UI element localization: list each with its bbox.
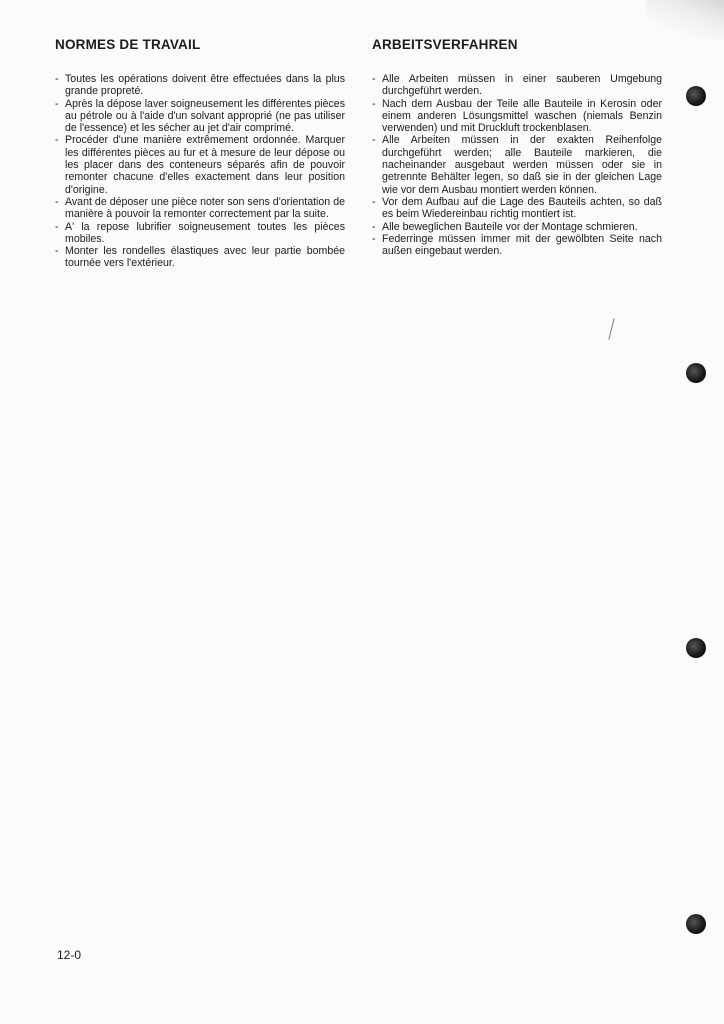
- pencil-mark: [608, 318, 614, 340]
- bullet-dash: -: [372, 195, 376, 208]
- german-section-title: ARBEITSVERFAHREN: [372, 37, 518, 52]
- german-item-6: [372, 233, 662, 258]
- french-item-text: Procéder d'une manière extrêmement ordonnée. Marquer les différentes pièces au fur et à mesure de leur dépose ou les placer dans des conteneurs séparés afin de pouvoir remonter chacune d'elles exactement dans leur position d'origine.: [65, 134, 345, 196]
- bullet-dash: -: [372, 220, 376, 233]
- french-item-text: A' la repose lubrifier soigneusement toutes les pièces mobiles.: [65, 220, 345, 245]
- french-item-text: Avant de déposer une pièce noter son sens d'orientation de manière à pouvoir la remonter correctement par la suite.: [65, 195, 345, 221]
- bullet-dash: -: [372, 232, 376, 245]
- german-item-2: [372, 98, 662, 135]
- german-bullet-list: [372, 73, 662, 257]
- binder-hole-icon: [686, 86, 706, 106]
- german-item-text: Alle Arbeiten müssen in der exakten Reihenfolge durchgeführt werden; alle Bauteile markieren, die nacheinander ausgebaut werden müssen oder sie in getrennte Behälter legen, so daß sie in der gleichen Lage wie vor dem Ausbau montiert werden können.: [382, 134, 662, 196]
- bullet-dash: -: [55, 73, 59, 85]
- bullet-dash: -: [372, 97, 376, 110]
- french-section-title: NORMES DE TRAVAIL: [55, 37, 201, 52]
- french-item-4: [55, 196, 345, 221]
- french-item-6: [55, 245, 345, 270]
- french-item-text: Toutes les opérations doivent être effectuées dans la plus grande propreté.: [65, 73, 345, 98]
- german-item-text: Vor dem Aufbau auf die Lage des Bauteils achten, so daß es beim Wiedereinbau richtig montiert ist.: [382, 195, 662, 221]
- french-item-3: [55, 134, 345, 195]
- page-number: 12-0: [57, 948, 82, 962]
- german-item-1: [372, 73, 662, 98]
- french-item-5: [55, 221, 345, 246]
- bullet-dash: -: [372, 73, 376, 85]
- bullet-dash: -: [55, 195, 59, 208]
- german-item-text: Federringe müssen immer mit der gewölbten Seite nach außen eingebaut werden.: [382, 232, 662, 258]
- french-item-1: [55, 73, 345, 98]
- german-item-text: Alle beweglichen Bauteile vor der Montage schmieren.: [382, 220, 638, 233]
- french-bullet-list: [55, 73, 345, 270]
- german-item-5: [372, 221, 662, 233]
- binder-hole-icon: [686, 638, 706, 658]
- german-item-3: [372, 134, 662, 195]
- french-section: [55, 36, 345, 270]
- german-item-text: Alle Arbeiten müssen in einer sauberen Umgebung durchgeführt werden.: [382, 73, 662, 98]
- bullet-dash: -: [55, 97, 59, 110]
- german-item-text: Nach dem Ausbau der Teile alle Bauteile in Kerosin oder einem anderen Lösungsmittel waschen (niemals Benzin verwenden) und mit Druckluft trockenblasen.: [382, 97, 662, 135]
- german-item-4: [372, 196, 662, 221]
- french-item-2: [55, 98, 345, 135]
- bullet-dash: -: [55, 134, 59, 147]
- bullet-dash: -: [372, 134, 376, 147]
- binder-hole-icon: [686, 914, 706, 934]
- bullet-dash: -: [55, 245, 59, 258]
- scan-corner-shadow: [646, 0, 724, 40]
- binder-hole-icon: [686, 363, 706, 383]
- french-item-text: Après la dépose laver soigneusement les différentes pièces au pétrole ou à l'aide d'un solvant approprié (ne pas utiliser de l'essence) et les sécher au jet d'air comprimé.: [65, 97, 345, 135]
- german-section: [372, 36, 662, 257]
- bullet-dash: -: [55, 220, 59, 233]
- french-item-text: Monter les rondelles élastiques avec leur partie bombée tournée vers l'extérieur.: [65, 245, 345, 270]
